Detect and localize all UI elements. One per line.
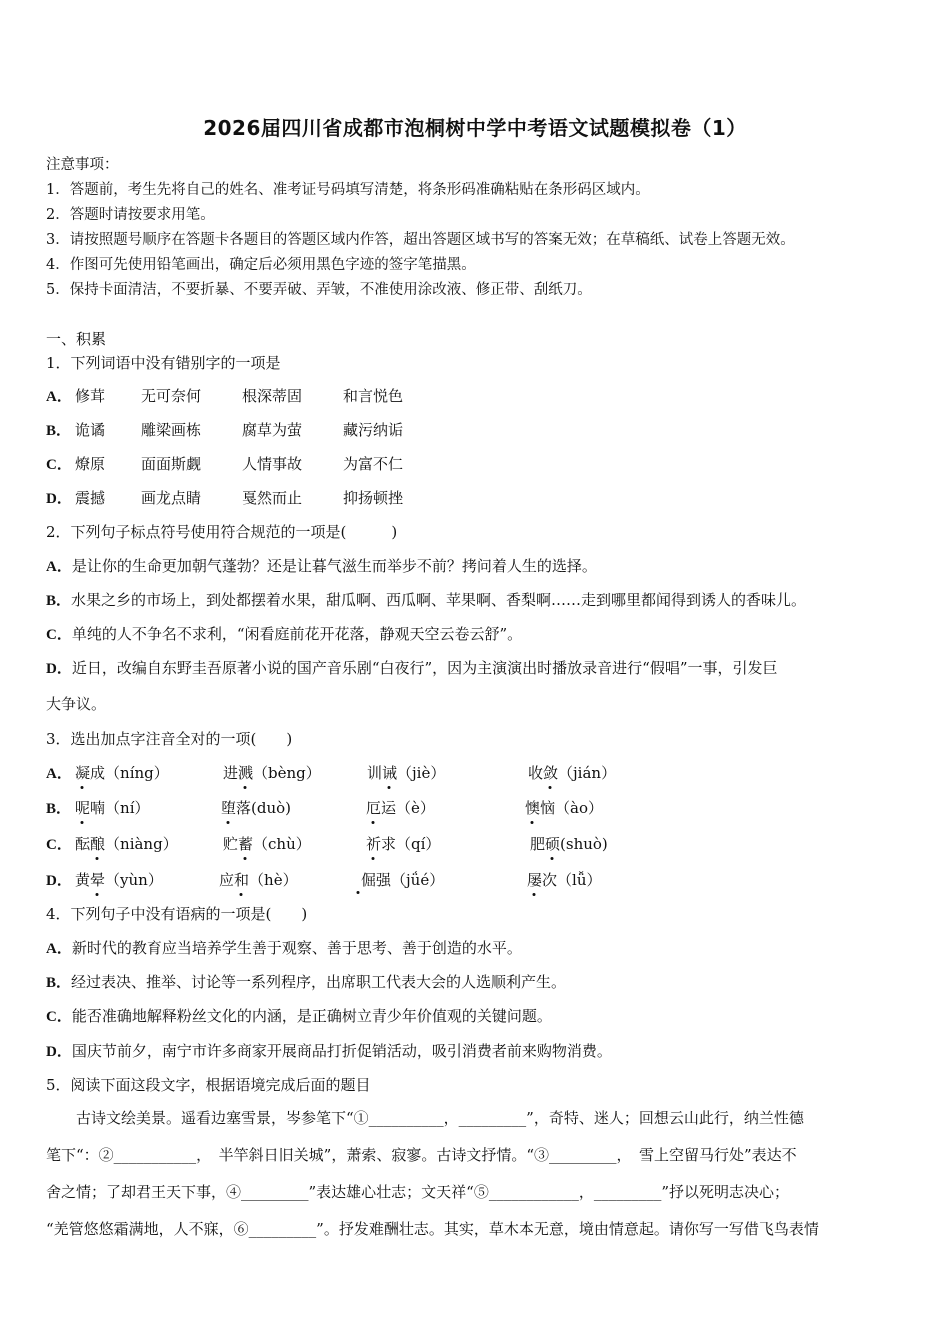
char: 进 (223, 764, 239, 782)
pinyin: （chù） (253, 835, 311, 853)
char: 收 (528, 764, 544, 782)
dotted-char: 溅 (238, 764, 254, 782)
emphasis-dot (96, 857, 99, 860)
word: 为富不仁 (343, 455, 404, 473)
char: 训 (367, 764, 383, 782)
dotted-char: 凝 (75, 764, 91, 782)
word: 戛然而止 (242, 489, 303, 507)
q3-stem: 3．选出加点字注音全对的一项( ) (46, 730, 293, 748)
option-text: 经过表决、推举、讨论等一系列程序，出席职工代表大会的人选顺利产生。 (71, 973, 567, 991)
pinyin: （níng） (105, 764, 169, 782)
char: 次 (542, 871, 558, 889)
option-text: 国庆节前夕，南宁市许多商家开展商品打折促销活动，吸引消费者前来购物消费。 (71, 1042, 612, 1060)
q2-option-d-continuation: 大争议。 (46, 695, 107, 713)
emphasis-dot (81, 821, 84, 824)
word: 抑扬顿挫 (343, 489, 404, 507)
option-text: 水果之乡的市场上，到处都摆着水果，甜瓜啊、西瓜啊、苹果啊、香梨啊……走到哪里都闻得到诱人的香味儿。 (71, 591, 807, 609)
option-label: C． (46, 627, 72, 643)
word: 画龙点睛 (141, 489, 202, 507)
option-label: C． (46, 837, 72, 853)
pinyin: （lǚ） (557, 871, 602, 889)
dotted-char: 懊 (525, 799, 541, 817)
char: 运 (381, 799, 397, 817)
dotted-char: 祈 (366, 835, 382, 853)
emphasis-dot (549, 786, 552, 789)
emphasis-dot (240, 893, 243, 896)
pinyin: （jiè） (397, 764, 446, 782)
char: 贮 (223, 835, 239, 853)
dotted-char: 倔 (361, 871, 377, 889)
page-title: 2026届四川省成都市泡桐树中学中考语文试题模拟卷（1） (203, 116, 747, 140)
pinyin: （yùn） (105, 871, 163, 889)
dotted-char: 和 (234, 871, 250, 889)
word: 和言悦色 (343, 387, 404, 405)
emphasis-dot (244, 786, 247, 789)
pinyin-item (366, 833, 440, 854)
q5-stem: 5．阅读下面这段文字，根据语境完成后面的题目 (46, 1076, 371, 1094)
pinyin-item (367, 762, 445, 783)
pinyin: (shuò) (560, 835, 608, 853)
pinyin-item (223, 762, 321, 783)
char: 求 (381, 835, 397, 853)
dotted-char: 屡 (527, 871, 543, 889)
char: 酝 (75, 835, 91, 853)
q4-option-a (46, 937, 522, 958)
char: 肥 (530, 835, 546, 853)
pinyin: （bèng） (253, 764, 321, 782)
option-text: 近日，改编自东野圭吾原著小说的国产音乐剧“白夜行”，因为主演演出时播放录音进行“假唱”一事，引发巨 (71, 659, 778, 677)
word: 震撼 (75, 489, 106, 507)
notice-item-3: 3．请按照题号顺序在答题卡各题目的答题区域内作答，超出答题区域书写的答案无效；在草稿纸、试卷上答题无效。 (46, 232, 795, 248)
q4-option-d (46, 1040, 612, 1061)
notice-item-2: 2．答题时请按要求用笔。 (46, 207, 215, 223)
notice-heading: 注意事项： (46, 157, 119, 173)
pinyin-item (75, 762, 169, 783)
option-label: C． (46, 457, 72, 473)
word: 人情事故 (242, 455, 303, 473)
dotted-char: 硕 (545, 835, 561, 853)
option-label: B． (46, 593, 72, 609)
q4-stem: 4．下列句子中没有语病的一项是( ) (46, 905, 308, 923)
pinyin: （jián） (558, 764, 617, 782)
option-label: C． (46, 1009, 72, 1025)
q1-stem: 1．下列词语中没有错别字的一项是 (46, 354, 281, 372)
q5-passage-line-3: 舍之情；了却君王天下事，④_________”表达雄心壮志；文天祥“⑤____________，_________”抒以死明志决心； (46, 1183, 790, 1201)
dotted-char: 酿 (90, 835, 106, 853)
dotted-char: 堕 (221, 799, 237, 817)
q4-option-c (46, 1005, 552, 1026)
pinyin-item (219, 869, 298, 890)
char: 成 (90, 764, 106, 782)
char: 喃 (90, 799, 106, 817)
option-label: A． (46, 766, 72, 782)
emphasis-dot (531, 821, 534, 824)
pinyin-item (361, 869, 444, 890)
pinyin: (duò) (251, 799, 292, 817)
dotted-char: 厄 (366, 799, 382, 817)
q2-option-a (46, 555, 597, 576)
dotted-char: 呢 (75, 799, 91, 817)
dotted-char: 敛 (543, 764, 559, 782)
q4-option-b (46, 971, 566, 992)
pinyin: （ào） (555, 799, 604, 817)
option-label: D． (46, 1044, 72, 1060)
pinyin: （jǘé） (391, 871, 445, 889)
word: 无可奈何 (141, 387, 202, 405)
notice-item-4: 4．作图可先使用铅笔画出，确定后必须用黑色字迹的签字笔描黑。 (46, 257, 476, 273)
emphasis-dot (388, 786, 391, 789)
word: 雕梁画栋 (141, 421, 202, 439)
option-label: A． (46, 389, 72, 405)
q2-stem: 2．下列句子标点符号使用符合规范的一项是( ) (46, 523, 398, 541)
q5-passage-line-1: 古诗文绘美景。遥看边塞雪景，岑参笔下“①__________，_________”，奇特、迷人；回想云山此行，纳兰性德 (76, 1109, 804, 1127)
char: 强 (376, 871, 392, 889)
option-label: D． (46, 873, 72, 889)
q2-option-d (46, 657, 778, 678)
dotted-char: 晕 (90, 871, 106, 889)
option-label: D． (46, 491, 72, 507)
char: 恼 (540, 799, 556, 817)
notice-item-5: 5．保持卡面清洁，不要折暴、不要弄破、弄皱，不准使用涂改液、修正带、刮纸刀。 (46, 282, 592, 298)
q2-option-b (46, 589, 806, 610)
notice-item-1: 1．答题前，考生先将自己的姓名、准考证号码填写清楚，将条形码准确粘贴在条形码区域内。 (46, 182, 650, 198)
pinyin: （qí） (396, 835, 441, 853)
dotted-char: 蓄 (238, 835, 254, 853)
pinyin-item (527, 869, 602, 890)
emphasis-dot (227, 821, 230, 824)
option-text: 是让你的生命更加朝气蓬勃？还是让暮气滋生而举步不前？拷问着人生的选择。 (71, 557, 597, 575)
word: 燎原 (75, 455, 106, 473)
emphasis-dot (533, 893, 536, 896)
option-label: B． (46, 423, 72, 439)
option-label: B． (46, 975, 72, 991)
dotted-char: 诫 (382, 764, 398, 782)
word: 面面斯觑 (141, 455, 202, 473)
pinyin: （ní） (105, 799, 150, 817)
section-heading: 一、积累 (46, 330, 107, 348)
pinyin: （niàng） (105, 835, 178, 853)
word: 诡谲 (75, 421, 106, 439)
word: 根深蒂固 (242, 387, 303, 405)
emphasis-dot (372, 821, 375, 824)
q5-passage-line-2: 笔下“：②___________， 半竿斜日旧关城”，萧索、寂寥。古诗文抒情。“③_________， 雪上空留马行处”表达不 (46, 1146, 797, 1164)
option-label: A． (46, 559, 72, 575)
emphasis-dot (244, 857, 247, 860)
pinyin-item (75, 869, 163, 890)
pinyin-item (528, 762, 616, 783)
emphasis-dot (372, 857, 375, 860)
pinyin-item (75, 833, 178, 854)
char: 应 (219, 871, 235, 889)
emphasis-dot (81, 786, 84, 789)
pinyin-item (525, 797, 603, 818)
q5-passage-line-4: “羌管悠悠霜满地，人不寐，⑥_________”。抒发难酬壮志。其实，草木本无意，境由情意起。请你写一写借飞鸟表情 (46, 1220, 819, 1238)
emphasis-dot (551, 857, 554, 860)
pinyin-item (366, 797, 435, 818)
word: 修茸 (75, 387, 106, 405)
emphasis-dot (96, 893, 99, 896)
char: 落 (236, 799, 252, 817)
pinyin-item (223, 833, 311, 854)
pinyin-item (221, 797, 291, 818)
word: 藏污纳诟 (343, 421, 404, 439)
pinyin: （è） (396, 799, 435, 817)
option-text: 能否准确地解释粉丝文化的内涵，是正确树立青少年价值观的关键问题。 (71, 1007, 552, 1025)
option-text: 单纯的人不争名不求利，“闲看庭前花开花落，静观天空云卷云舒”。 (71, 625, 523, 643)
pinyin-item (530, 833, 608, 854)
option-label: D． (46, 661, 72, 677)
option-text: 新时代的教育应当培养学生善于观察、善于思考、善于创造的水平。 (71, 939, 522, 957)
pinyin-item (75, 797, 150, 818)
option-label: A． (46, 941, 72, 957)
pinyin: （hè） (249, 871, 298, 889)
char: 黄 (75, 871, 91, 889)
word: 腐草为萤 (242, 421, 303, 439)
q2-option-c (46, 623, 522, 644)
emphasis-dot (357, 891, 360, 894)
option-label: B． (46, 801, 72, 817)
